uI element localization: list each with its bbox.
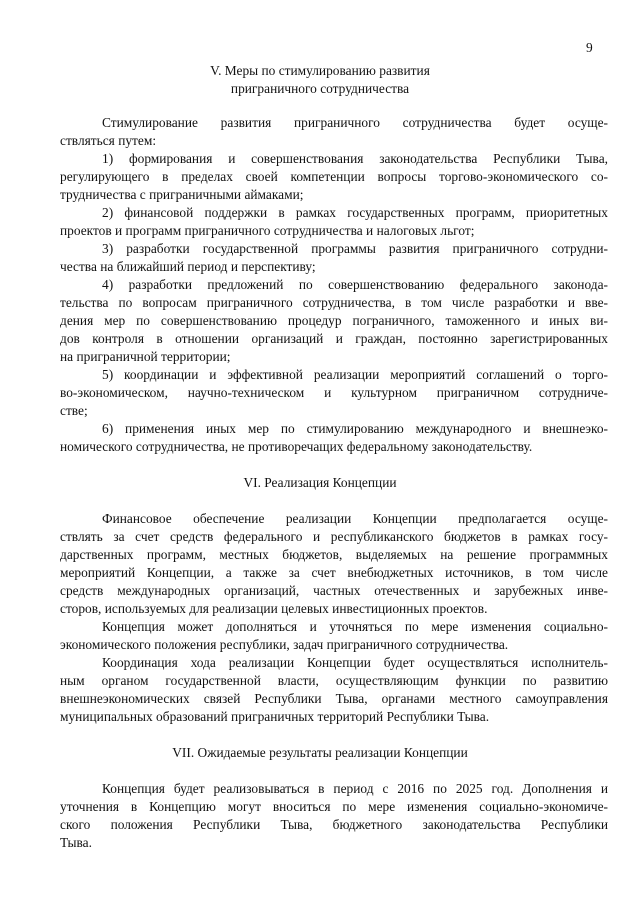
paragraph-line: средств международных организаций, частных отечественных и зарубежных инве- <box>60 583 608 598</box>
paragraph-line: регулирующего в пределах своей компетенции вопросы торгово-экономического со- <box>60 169 608 184</box>
paragraph-line: Концепция будет реализовываться в период с 2016 по 2025 год. Дополнения и <box>102 781 608 796</box>
paragraph-line: мероприятий Концепции, а также за счет внебюджетных источников, в том числе <box>60 565 608 580</box>
paragraph-line: 5) координации и эффективной реализации мероприятий соглашений о торго- <box>102 367 608 382</box>
paragraph-line: 1) формирования и совершенствования законодательства Республики Тыва, <box>102 151 608 166</box>
section-5-title-line-1: V. Меры по стимулированию развития <box>210 63 430 78</box>
paragraph-line: ствлять за счет средств федерального и республиканского бюджетов в рамках госу- <box>60 529 608 544</box>
paragraph-line: трудничества с приграничными аймаками; <box>60 187 304 202</box>
paragraph-line: внешнеэкономических связей Республики Тыва, органами местного самоуправления <box>60 691 608 706</box>
paragraph-line: ным органом государственной власти, осуществляющим функции по развитию <box>60 673 608 688</box>
paragraph-line: на приграничной территории; <box>60 349 231 364</box>
paragraph-line: сторов, используемых для реализации целевых инвестиционных проектов. <box>60 601 488 616</box>
paragraph-line: 4) разработки предложений по совершенствованию федерального законода- <box>102 277 608 292</box>
paragraph-line: Тыва. <box>60 835 92 850</box>
paragraph-line: проектов и программ приграничного сотрудничества и налоговых льгот; <box>60 223 475 238</box>
paragraph-line: Финансовое обеспечение реализации Концепции предполагается осуще- <box>102 511 608 526</box>
paragraph-line: во-экономическом, научно-техническом и культурном приграничном сотрудниче- <box>60 385 608 400</box>
paragraph-line: ствляться путем: <box>60 133 157 148</box>
paragraph-line: 2) финансовой поддержки в рамках государственных программ, приоритетных <box>102 205 608 220</box>
paragraph-line: Координация хода реализации Концепции будет осуществляться исполнитель- <box>102 655 608 670</box>
paragraph-line: ского положения Республики Тыва, бюджетного законодательства Республики <box>60 817 608 832</box>
paragraph-line: 6) применения иных мер по стимулированию международного и внешнеэко- <box>102 421 608 436</box>
paragraph-line: тельства по вопросам приграничного сотрудничества, в том числе разработки и вве- <box>60 295 608 310</box>
section-6-title: VI. Реализация Концепции <box>243 475 397 490</box>
paragraph-line: уточнения в Концепцию могут вноситься по мере изменения социально-экономиче- <box>60 799 608 814</box>
paragraph-line: экономического положения республики, задач приграничного сотрудничества. <box>60 637 509 652</box>
paragraph-line: дов контроля в отношении организаций и граждан, постоянно зарегистрированных <box>60 331 608 346</box>
paragraph-line: муниципальных образований приграничных территорий Республики Тыва. <box>60 709 490 724</box>
paragraph-line: 3) разработки государственной программы развития приграничного сотрудни- <box>102 241 608 256</box>
paragraph-line: стве; <box>60 403 88 418</box>
paragraph-line: номического сотрудничества, не противоречащих федеральному законодательству. <box>60 439 533 454</box>
page-number: 9 <box>586 40 593 55</box>
section-7-title: VII. Ожидаемые результаты реализации Концепции <box>172 745 468 760</box>
paragraph-line: Концепция может дополняться и уточняться по мере изменения социально- <box>102 619 608 634</box>
section-5-title-line-2: приграничного сотрудничества <box>230 81 410 96</box>
paragraph-line: чества на ближайший период и перспективу; <box>60 259 316 274</box>
paragraph-line: дарственных программ, местных бюджетов, выделяемых на решение программных <box>60 547 608 562</box>
paragraph-line: Стимулирование развития приграничного сотрудничества будет осуще- <box>102 115 608 130</box>
paragraph-line: дения мер по совершенствованию процедур пограничного, таможенного и иных ви- <box>60 313 608 328</box>
